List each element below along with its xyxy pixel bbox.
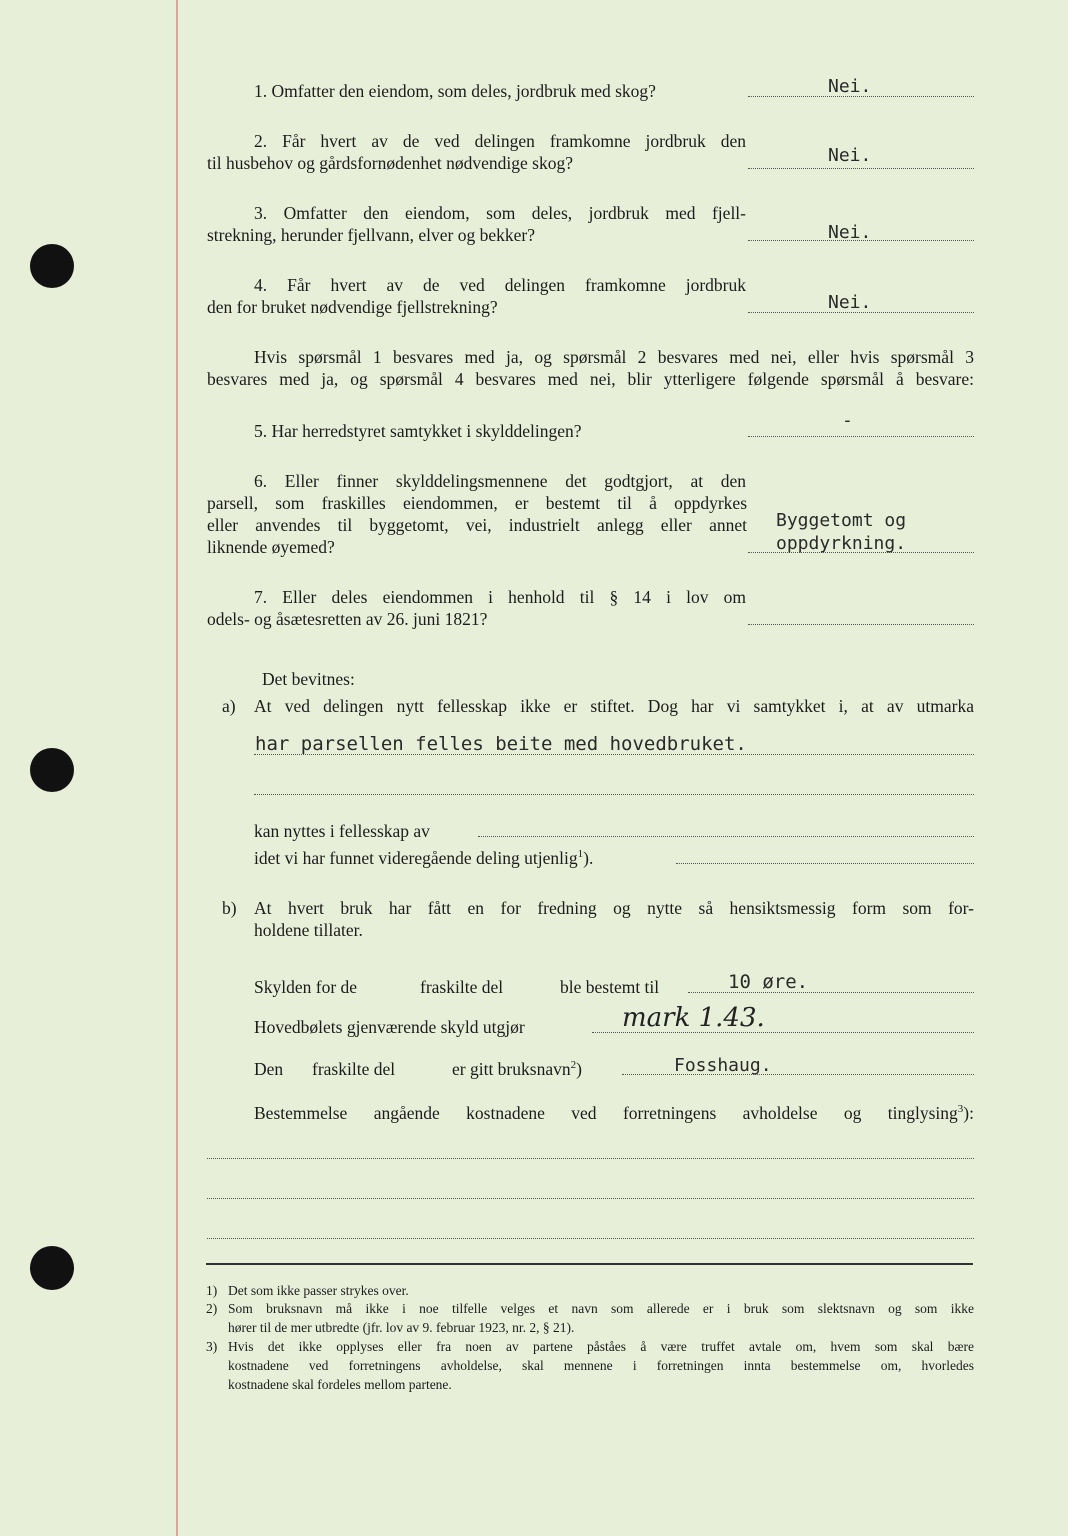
question-2-line-2: til husbehov og gårdsfornødenhet nødvendige skog?	[207, 153, 573, 173]
margin-line	[176, 0, 178, 1536]
navn-word-1: Den	[254, 1059, 284, 1079]
punch-hole-icon	[30, 1246, 74, 1290]
question-5-answer: -	[842, 410, 853, 431]
answer-line	[254, 794, 974, 795]
attest-b-label: b)	[222, 898, 237, 918]
condition-line-1: Hvis spørsmål 1 besvares med ja, og spørsmål 2 besvares med nei, eller hvis spørsmål 3	[254, 347, 974, 367]
punch-hole-icon	[30, 748, 74, 792]
hoved-answer: mark 1.43.	[622, 1003, 765, 1033]
answer-line	[748, 624, 974, 625]
attest-b-line-1: At hvert bruk har fått en for fredning og nytte så hensiktsmessig form som for-	[254, 898, 974, 918]
attest-b-line-2: holdene tillater.	[254, 920, 363, 940]
question-6-answer-line-2: oppdyrkning.	[776, 533, 907, 554]
hoved-label: Hovedbølets gjenværende skyld utgjør	[254, 1017, 525, 1037]
kost-label: Bestemmelse angående kostnadene ved forretningens avholdelse og tinglysing$^3$):	[254, 1103, 974, 1123]
question-6-line-4: liknende øyemed?	[207, 537, 335, 557]
footnote-3: 3) Hvis det ikke opplyses eller fra noen av partene påståes å være truffet avtale om, hvem som skal bære kostnadene ved forretningens avholdelse, skal mennene i forretningen innta bestemmelse om, hvorledes kostnadene skal fordeles mellom partene.	[206, 1339, 974, 1392]
question-6-line-1: 6. Eller finner skylddelingsmennene det godtgjort, at den	[254, 471, 746, 491]
bruksnavn-answer: Fosshaug.	[674, 1055, 772, 1076]
footnote-divider	[206, 1263, 973, 1265]
footnote-1: 1) Det som ikke passer strykes over.	[206, 1283, 409, 1298]
question-2-answer: Nei.	[828, 145, 872, 166]
attest-heading: Det bevitnes:	[262, 669, 355, 689]
answer-line	[207, 1198, 974, 1199]
question-3-answer: Nei.	[828, 222, 872, 243]
question-2-line-1: 2. Får hvert av de ved delingen framkomne jordbruk den	[254, 131, 746, 151]
question-4-line-1: 4. Får hvert av de ved delingen framkomne jordbruk	[254, 275, 746, 295]
question-5: 5. Har herredstyret samtykket i skylddelingen?	[254, 421, 582, 441]
answer-line	[478, 836, 974, 837]
punch-hole-icon	[30, 244, 74, 288]
question-6-line-3: eller anvendes til byggetomt, vei, industrielt anlegg eller annet	[207, 515, 747, 535]
question-4-answer: Nei.	[828, 292, 872, 313]
attest-a-text: At ved delingen nytt fellesskap ikke er stiftet. Dog har vi samtykket i, at av utmarka	[254, 696, 974, 716]
question-3-line-2: strekning, herunder fjellvann, elver og bekker?	[207, 225, 535, 245]
skyld-word-2: fraskilte del	[420, 977, 504, 997]
question-3-line-1: 3. Omfatter den eiendom, som deles, jordbruk med fjell-	[254, 203, 746, 223]
answer-line	[207, 1238, 974, 1239]
navn-word-3: er gitt bruksnavn$^2$)	[452, 1059, 582, 1079]
question-6-answer-line-1: Byggetomt og	[776, 510, 907, 531]
used-in-common-label: kan nyttes i fellesskap av	[254, 821, 430, 841]
answer-line	[748, 436, 974, 437]
question-1-line-1: 1. Omfatter den eiendom, som deles, jordbruk med skog?	[254, 81, 656, 101]
skyld-word-1: Skylden for de	[254, 977, 358, 997]
navn-word-2: fraskilte del	[312, 1059, 396, 1079]
found-unsuitable-text: idet vi har funnet videregående deling utjenlig$^1$).	[254, 848, 594, 868]
answer-line	[676, 863, 974, 864]
condition-line-2: besvares med ja, og spørsmål 4 besvares med nei, blir ytterligere følgende spørsmål å besvare:	[207, 369, 974, 389]
question-4-line-2: den for bruket nødvendige fjellstrekning?	[207, 297, 498, 317]
question-7-line-2: odels- og åsætesretten av 26. juni 1821?	[207, 609, 488, 629]
answer-line	[207, 1158, 974, 1159]
answer-line	[748, 168, 974, 169]
attest-a-label: a)	[222, 696, 236, 716]
skyld-answer: 10 øre.	[728, 971, 809, 993]
footnote-2: 2) Som bruksnavn må ikke i noe tilfelle velges et navn som allerede er i bruk som slektsnavn og som ikke hører til de mer utbredte (jfr. lov av 9. februar 1923, nr. 2, § 21).	[206, 1301, 974, 1335]
attest-a-answer: har parsellen felles beite med hovedbruket.	[255, 733, 747, 755]
question-6-line-2: parsell, som fraskilles eiendommen, er bestemt til å oppdyrkes	[207, 493, 747, 513]
question-1-answer: Nei.	[828, 76, 872, 97]
skyld-word-3: ble bestemt til	[560, 977, 660, 997]
question-7-line-1: 7. Eller deles eiendommen i henhold til § 14 i lov om	[254, 587, 746, 607]
